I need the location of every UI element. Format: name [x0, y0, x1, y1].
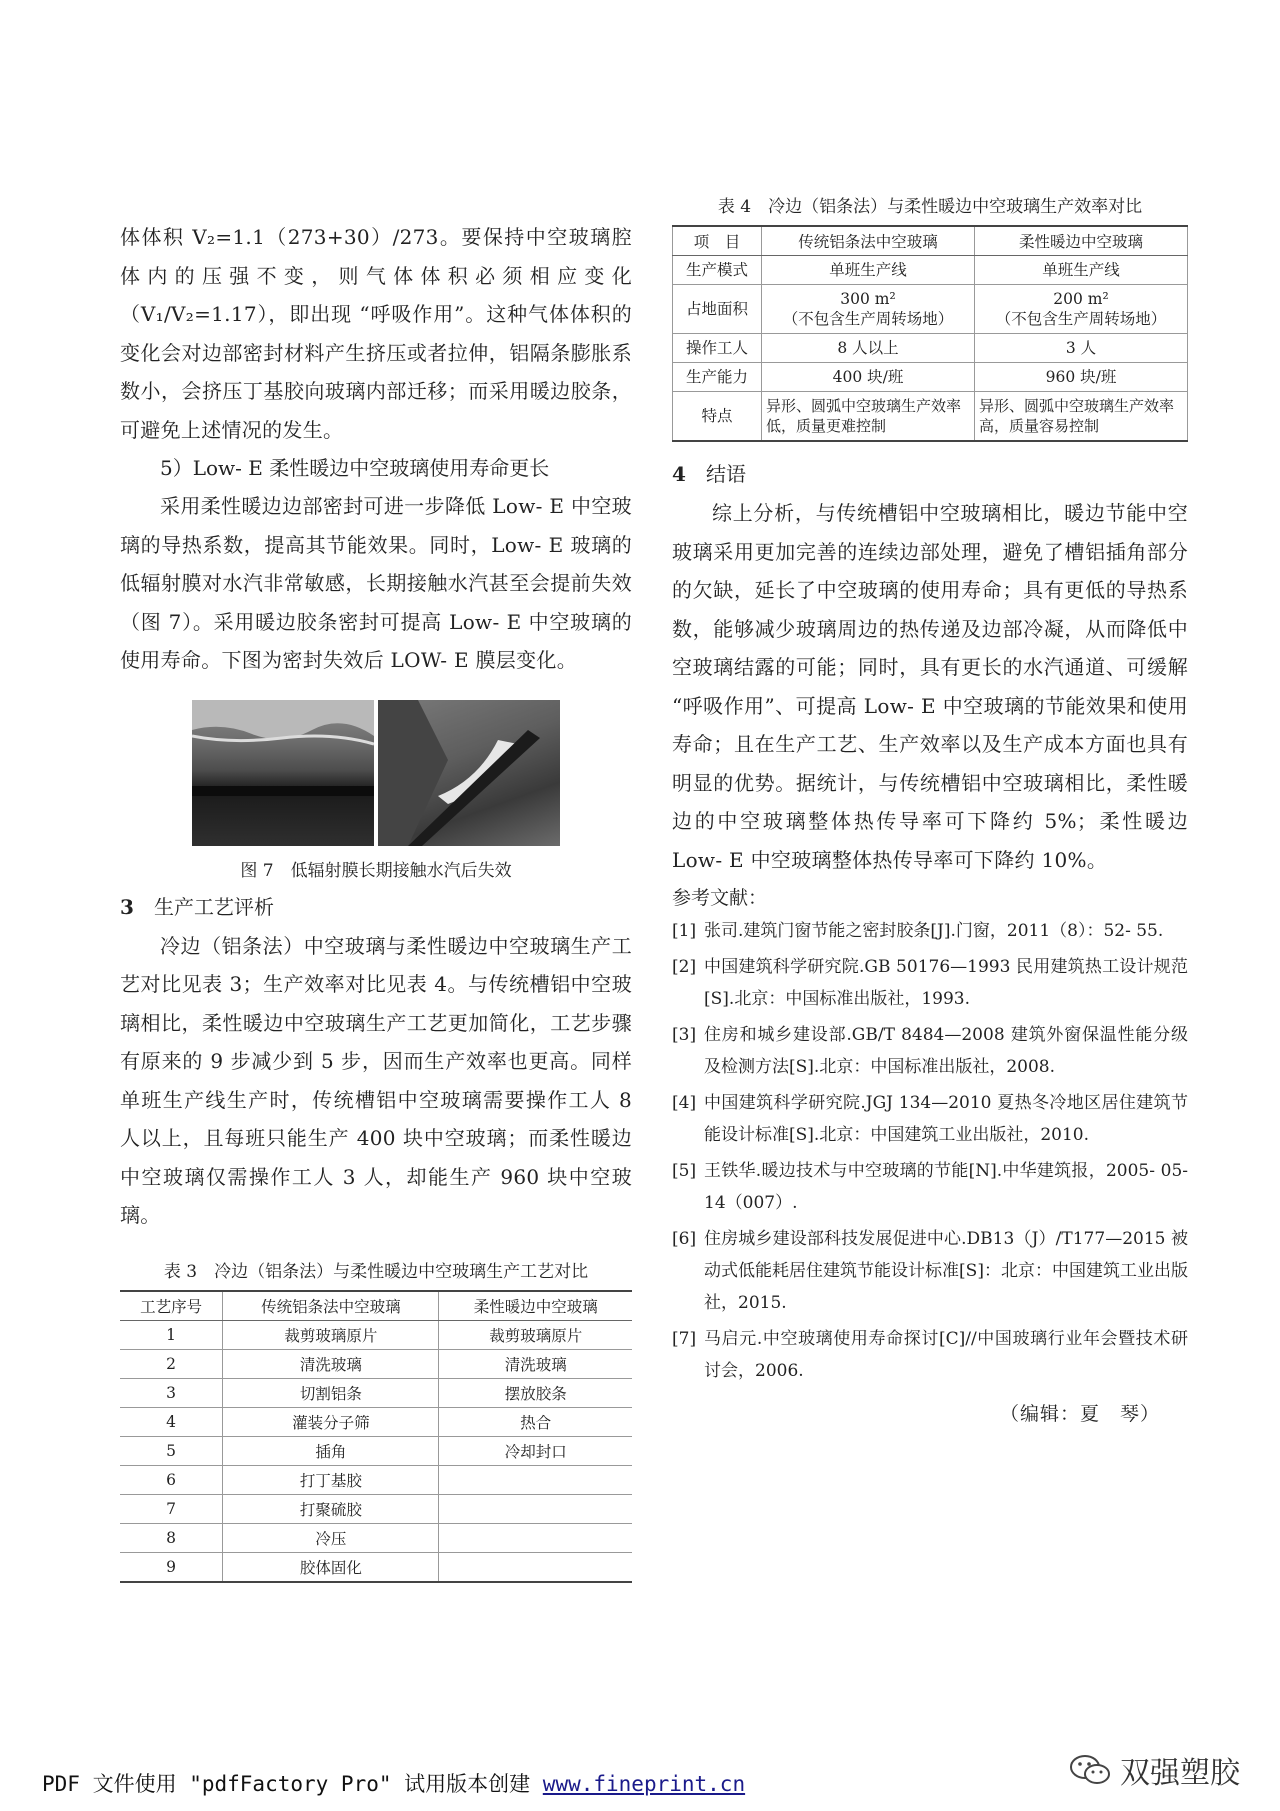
reference-item	[672, 1087, 1188, 1151]
footer-link[interactable]: www.fineprint.cn	[542, 1772, 746, 1796]
table-4-cell: 特点	[673, 392, 762, 442]
table-4-cell: 3 人	[975, 334, 1188, 363]
table-3-header-row	[120, 1291, 632, 1321]
figure-7-photo-left	[192, 700, 374, 846]
table-3-row	[120, 1378, 632, 1407]
section-3-heading	[120, 887, 632, 927]
section-3-title: 生产工艺评析	[154, 894, 274, 919]
references	[672, 881, 1188, 1426]
table-4-header: 传统铝条法中空玻璃	[762, 226, 975, 256]
reference-number: [5]	[672, 1161, 697, 1181]
table-3-cell: 1	[120, 1320, 223, 1349]
table-3-cell: 2	[120, 1349, 223, 1378]
reference-number: [7]	[672, 1329, 697, 1349]
right-column	[672, 197, 1188, 1426]
section-4-number: 4	[672, 462, 686, 486]
table-3	[120, 1290, 632, 1583]
brand-name: 双强塑胶	[1120, 1756, 1240, 1791]
reference-number: [2]	[672, 957, 697, 977]
table-3-row	[120, 1523, 632, 1552]
table-4-cell: 异形、圆弧中空玻璃生产效率高，质量容易控制	[975, 392, 1188, 442]
figure-7-caption: 图 7 低辐射膜长期接触水汽后失效	[240, 860, 512, 881]
table-3-cell: 灌装分子筛	[223, 1407, 439, 1436]
table-4-row	[673, 392, 1188, 442]
table-3-cell: 冷压	[223, 1523, 439, 1552]
figure-7	[192, 700, 560, 846]
table-3-cell: 打聚硫胶	[223, 1494, 439, 1523]
table-3-cell: 打丁基胶	[223, 1465, 439, 1494]
reference-item	[672, 951, 1188, 1015]
table-4-cell: 8 人以上	[762, 334, 975, 363]
table-3-caption: 表 3 冷边（铝条法）与柔性暖边中空玻璃生产工艺对比	[163, 1261, 589, 1282]
table-3-cell: 清洗玻璃	[439, 1349, 632, 1378]
table-4-row	[673, 285, 1188, 334]
reference-number: [1]	[672, 921, 697, 941]
table-4-cell: 单班生产线	[762, 256, 975, 285]
reference-text: 马启元.中空玻璃使用寿命探讨[C]//中国玻璃行业年会暨技术研讨会，2006.	[704, 1329, 1188, 1381]
table-3-row	[120, 1320, 632, 1349]
figure-7-photo-right	[378, 700, 560, 846]
reference-text: 住房城乡建设部科技发展促进中心.DB13（J）/T177—2015 被动式低能耗居住建筑节能设计标准[S]：北京：中国建筑工业出版社，2015.	[704, 1229, 1188, 1313]
table-3-cell: 插角	[223, 1436, 439, 1465]
table-4-cell: 单班生产线	[975, 256, 1188, 285]
table-3-cell: 3	[120, 1378, 223, 1407]
table-4-cell: 960 块/班	[975, 363, 1188, 392]
reference-item	[672, 1323, 1188, 1387]
table-3-cell: 冷却封口	[439, 1436, 632, 1465]
table-3-header: 传统铝条法中空玻璃	[223, 1291, 439, 1321]
paragraph-production: 冷边（铝条法）中空玻璃与柔性暖边中空玻璃生产工艺对比见表 3；生产效率对比见表 4。与传统槽铝中空玻璃相比，柔性暖边中空玻璃生产工艺更加简化，工艺步骤有原来的 9 步减少到 5 步，因而生产效率也更高。同样单班生产线生产时，传统槽铝中空玻璃需要操作工人 8 人以上，且每班只能生产 400 块中空玻璃；而柔性暖边中空玻璃仅需操作工人 3 人，却能生产 960 块中空玻璃。	[120, 933, 632, 1227]
reference-text: 中国建筑科学研究院.JGJ 134—2010 夏热冬冷地区居住建筑节能设计标准[S].北京：中国建筑工业出版社，2010.	[704, 1093, 1188, 1145]
table-3-cell	[439, 1523, 632, 1552]
reference-item	[672, 1155, 1188, 1219]
table-4-header: 项 目	[673, 226, 762, 256]
table-4-cell: 生产能力	[673, 363, 762, 392]
paragraph-gas-volume: 体体积 V₂=1.1（273+30）/273。要保持中空玻璃腔体内的压强不变，则气体体积必须相应变化（V₁/V₂=1.17），即出现 “呼吸作用”。这种气体体积的变化会对边部密封材料产生挤压或者拉伸，铝隔条膨胀系数小，会挤压丁基胶向玻璃内部迁移；而采用暖边胶条，可避免上述情况的发生。	[120, 225, 632, 442]
table-4-header: 柔性暖边中空玻璃	[975, 226, 1188, 256]
table-4-caption: 表 4 冷边（铝条法）与柔性暖边中空玻璃生产效率对比	[717, 197, 1143, 217]
table-3-row	[120, 1436, 632, 1465]
table-3-cell: 4	[120, 1407, 223, 1436]
table-3-cell: 切割铝条	[223, 1378, 439, 1407]
paragraph-lowe: 采用柔性暖边边部密封可进一步降低 Low- E 中空玻璃的导热系数，提高其节能效果。同时，Low- E 玻璃的低辐射膜对水汽非常敏感，长期接触水汽甚至会提前失效（图 7）。采用暖边胶条密封可提高 Low- E 中空玻璃的使用寿命。下图为密封失效后 LOW- E 膜层变化。	[120, 494, 632, 672]
reference-text: 王铁华.暖边技术与中空玻璃的节能[N].中华建筑报，2005- 05- 14（007）.	[704, 1161, 1188, 1213]
section-4-heading	[672, 454, 1188, 494]
table-3-cell: 9	[120, 1552, 223, 1582]
reference-item	[672, 1019, 1188, 1083]
table-3-row	[120, 1349, 632, 1378]
table-4-row	[673, 256, 1188, 285]
reference-item	[672, 1223, 1188, 1319]
table-4	[672, 225, 1188, 442]
table-4-cell: 异形、圆弧中空玻璃生产效率低，质量更难控制	[762, 392, 975, 442]
brand-watermark	[1068, 1748, 1240, 1792]
reference-number: [3]	[672, 1025, 697, 1045]
footer-text: PDF 文件使用 "pdfFactory Pro" 试用版本创建	[42, 1772, 543, 1796]
table-3-cell: 7	[120, 1494, 223, 1523]
reference-number: [6]	[672, 1229, 697, 1249]
table-4-row	[673, 334, 1188, 363]
editor-credit: （编辑：夏 琴）	[999, 1403, 1160, 1425]
table-4-header-row	[673, 226, 1188, 256]
table-3-cell: 胶体固化	[223, 1552, 439, 1582]
table-3-row	[120, 1494, 632, 1523]
table-3-row	[120, 1407, 632, 1436]
table-3-header: 柔性暖边中空玻璃	[439, 1291, 632, 1321]
reference-text: 张司.建筑门窗节能之密封胶条[J].门窗，2011（8）：52- 55.	[704, 921, 1164, 941]
table-4-cell: 生产模式	[673, 256, 762, 285]
table-3-cell	[439, 1494, 632, 1523]
table-4-cell: 占地面积	[673, 285, 762, 334]
table-3-cell: 8	[120, 1523, 223, 1552]
reference-item	[672, 915, 1188, 947]
table-3-cell	[439, 1465, 632, 1494]
table-3-row	[120, 1465, 632, 1494]
table-4-cell: 200 m² （不包含生产周转场地）	[975, 285, 1188, 334]
reference-text: 住房和城乡建设部.GB/T 8484—2008 建筑外窗保温性能分级及检测方法[S].北京：中国标准出版社，2008.	[704, 1025, 1188, 1077]
table-3-row	[120, 1552, 632, 1582]
table-4-cell: 400 块/班	[762, 363, 975, 392]
section-4-title: 结语	[706, 462, 746, 486]
table-4-cell: 300 m² （不包含生产周转场地）	[762, 285, 975, 334]
table-3-cell	[439, 1552, 632, 1582]
table-3-cell: 5	[120, 1436, 223, 1465]
table-3-cell: 6	[120, 1465, 223, 1494]
table-3-cell: 热合	[439, 1407, 632, 1436]
subheading-lowe-lifespan: 5）Low- E 柔性暖边中空玻璃使用寿命更长	[160, 456, 550, 480]
reference-number: [4]	[672, 1093, 697, 1113]
table-3-cell: 裁剪玻璃原片	[223, 1320, 439, 1349]
section-3-number: 3	[120, 894, 134, 919]
pdf-footer	[42, 1768, 745, 1798]
table-3-cell: 摆放胶条	[439, 1378, 632, 1407]
references-title: 参考文献：	[672, 887, 768, 909]
wechat-icon	[1068, 1753, 1112, 1787]
table-3-cell: 清洗玻璃	[223, 1349, 439, 1378]
table-3-header: 工艺序号	[120, 1291, 223, 1321]
table-4-row	[673, 363, 1188, 392]
reference-text: 中国建筑科学研究院.GB 50176—1993 民用建筑热工设计规范[S].北京：中国标准出版社，1993.	[704, 957, 1188, 1009]
paragraph-conclusion: 综上分析，与传统槽铝中空玻璃相比，暖边节能中空玻璃采用更加完善的连续边部处理，避免了槽铝插角部分的欠缺，延长了中空玻璃的使用寿命；具有更低的导热系数，能够减少玻璃周边的热传递及边部冷凝，从而降低中空玻璃结露的可能；同时，具有更长的水汽通道、可缓解 “呼吸作用”、可提高 Low- E 中空玻璃的节能效果和使用寿命；且在生产工艺、生产效率以及生产成本方面也具有明显的优势。据统计，与传统槽铝中空玻璃相比，柔性暖边的中空玻璃整体热传导率可下降约 5%；柔性暖边 Low- E 中空玻璃整体热传导率可下降约 10%。	[672, 501, 1188, 872]
left-column	[120, 218, 632, 1583]
table-3-cell: 裁剪玻璃原片	[439, 1320, 632, 1349]
table-4-cell: 操作工人	[673, 334, 762, 363]
reference-list	[672, 915, 1188, 1387]
